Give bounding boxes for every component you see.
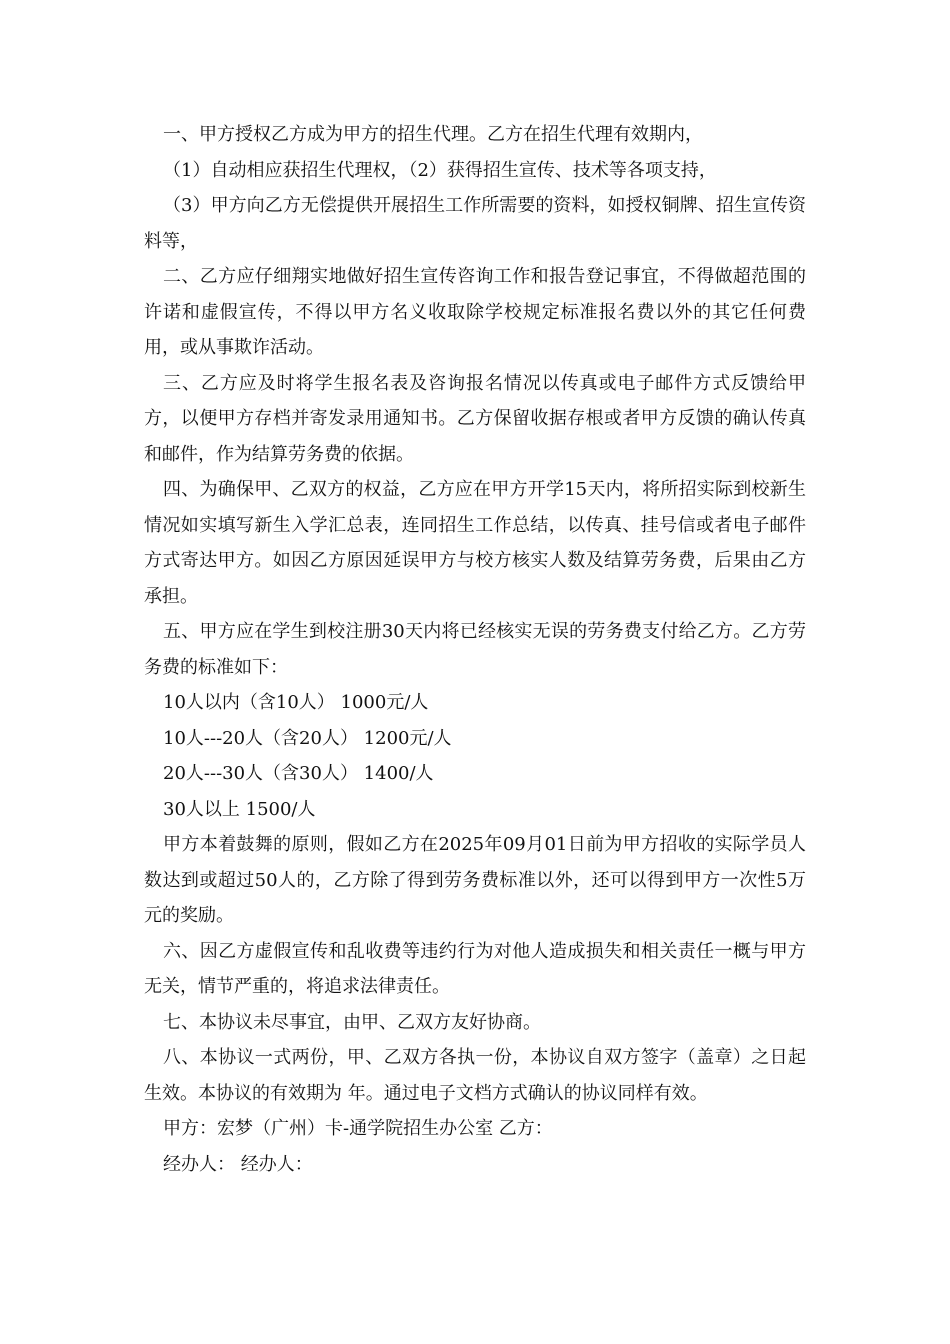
paragraph-clause-1: 一、甲方授权乙方成为甲方的招生代理。乙方在招生代理有效期内，	[163, 124, 703, 145]
paragraph-clause-5: 五、甲方应在学生到校注册30天内将已经核实无误的劳务费支付给乙方。乙方劳务费的标准如下：	[144, 621, 806, 678]
signature-parties: 甲方：宏梦（广州）卡-通学院招生办公室 乙方：	[163, 1118, 553, 1139]
paragraph-clause-1-item-3: （3）甲方向乙方无偿提供开展招生工作所需要的资料，如授权铜牌、招生宣传资料等，	[144, 195, 806, 252]
paragraph-clause-3: 三、乙方应及时将学生报名表及咨询报名情况以传真或电子邮件方式反馈给甲方，以便甲方存档并寄发录用通知书。乙方保留收据存根或者甲方反馈的确认传真和邮件，作为结算劳务费的依据。	[144, 372, 806, 465]
paragraph-clause-7: 七、本协议未尽事宜，由甲、乙双方友好协商。	[163, 1011, 541, 1033]
paragraph-clause-4: 四、为确保甲、乙双方的权益，乙方应在甲方开学15天内，将所招实际到校新生情况如实填写新生入学汇总表，连同招生工作总结，以传真、挂号信或者电子邮件方式寄达甲方。如因乙方原因延误甲方与校方核实人数及结算劳务费，后果由乙方承担。	[144, 479, 806, 607]
paragraph-clause-2: 二、乙方应仔细翔实地做好招生宣传咨询工作和报告登记事宜，不得做超范围的许诺和虚假宣传，不得以甲方名义收取除学校规定标准报名费以外的其它任何费用，或从事欺诈活动。	[144, 266, 806, 358]
paragraph-clause-1-items: （1）自动相应获招生代理权，（2）获得招生宣传、技术等各项支持，	[163, 159, 717, 181]
document-body	[144, 117, 806, 1182]
paragraph-clause-8: 八、本协议一式两份，甲、乙双方各执一份，本协议自双方签字（盖章）之日起生效。本协议的有效期为 年。通过电子文档方式确认的协议同样有效。	[144, 1047, 806, 1104]
fee-tier-2: 10人---20人（含20人） 1200元/人	[163, 727, 452, 749]
fee-tier-3: 20人---30人（含30人） 1400/人	[163, 763, 434, 784]
fee-tier-4: 30人以上 1500/人	[163, 798, 316, 820]
signature-handlers: 经办人： 经办人：	[163, 1153, 313, 1175]
paragraph-bonus: 甲方本着鼓舞的原则，假如乙方在2025年09月01日前为甲方招收的实际学员人数达到或超过50人的，乙方除了得到劳务费标准以外，还可以得到甲方一次性5万元的奖励。	[144, 834, 806, 926]
fee-tier-1: 10人以内（含10人） 1000元/人	[163, 692, 429, 713]
paragraph-clause-6: 六、因乙方虚假宣传和乱收费等违约行为对他人造成损失和相关责任一概与甲方无关，情节严重的，将追求法律责任。	[144, 940, 806, 997]
